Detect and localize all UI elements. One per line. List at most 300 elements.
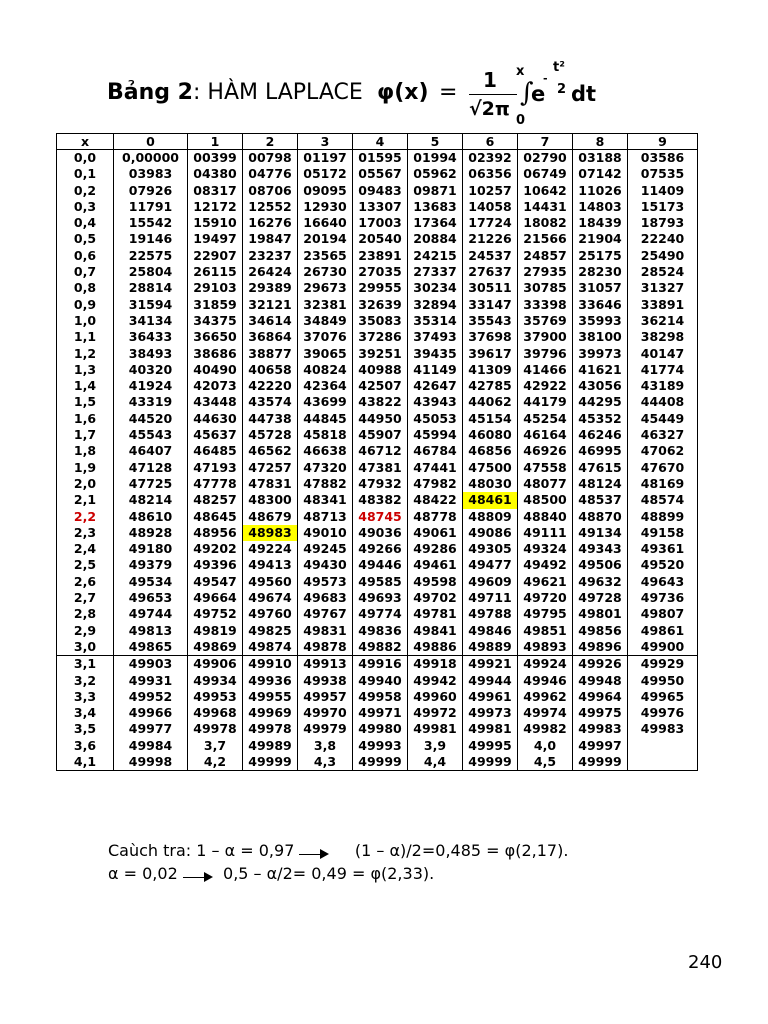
table-cell: 48341 [298, 492, 353, 508]
table-cell: 49621 [518, 574, 573, 590]
table-row [57, 394, 698, 410]
table-cell: 49807 [628, 606, 698, 622]
table-cell: 48300 [243, 492, 298, 508]
table-cell: 33398 [518, 297, 573, 313]
table-cell: 31859 [188, 297, 243, 313]
row-x-label: 1,4 [57, 378, 114, 394]
table-cell: 47882 [298, 476, 353, 492]
table-cell: 18793 [628, 215, 698, 231]
table-cell: 49955 [243, 689, 298, 705]
table-cell: 36864 [243, 329, 298, 345]
row-x-label: 3,1 [57, 656, 114, 673]
row-x-label: 2,0 [57, 476, 114, 492]
table-cell: 05962 [408, 166, 463, 182]
table-cell: 24537 [463, 248, 518, 264]
table-cell: 14431 [518, 199, 573, 215]
table-row [57, 754, 698, 771]
table-cell: 49788 [463, 606, 518, 622]
row-x-label: 3,0 [57, 639, 114, 656]
table-cell: 48537 [573, 492, 628, 508]
table-cell: 49966 [114, 705, 188, 721]
table-cell: 47062 [628, 443, 698, 459]
table-cell: 49825 [243, 623, 298, 639]
table-cell: 49958 [353, 689, 408, 705]
table-cell: 48257 [188, 492, 243, 508]
table-cell: 05567 [353, 166, 408, 182]
table-cell: 3,8 [298, 738, 353, 754]
table-cell: 49180 [114, 541, 188, 557]
table-cell: 49720 [518, 590, 573, 606]
table-row [57, 623, 698, 639]
table-row [57, 378, 698, 394]
table-cell: 42073 [188, 378, 243, 394]
table-cell: 49979 [298, 721, 353, 737]
row-x-label: 3,4 [57, 705, 114, 721]
table-cell: 48870 [573, 509, 628, 525]
row-x-label: 0,2 [57, 183, 114, 199]
laplace-table [56, 133, 698, 771]
table-cell [628, 754, 698, 771]
table-cell: 46712 [353, 443, 408, 459]
table-cell: 49795 [518, 606, 573, 622]
table-cell: 40988 [353, 362, 408, 378]
table-cell: 35769 [518, 313, 573, 329]
table-cell: 22575 [114, 248, 188, 264]
row-x-label: 2,3 [57, 525, 114, 541]
table-cell: 45728 [243, 427, 298, 443]
table-cell: 33891 [628, 297, 698, 313]
table-cell: 07142 [573, 166, 628, 182]
table-cell: 17364 [408, 215, 463, 231]
table-cell: 49940 [353, 673, 408, 689]
table-cell: 49061 [408, 525, 463, 541]
title-equals: = [439, 80, 458, 105]
table-cell: 49846 [463, 623, 518, 639]
table-cell: 36650 [188, 329, 243, 345]
table-cell: 49974 [518, 705, 573, 721]
table-cell: 35083 [353, 313, 408, 329]
table-cell: 02790 [518, 150, 573, 167]
fraction-bar [469, 94, 517, 95]
table-cell: 28230 [573, 264, 628, 280]
table-cell: 49396 [188, 557, 243, 573]
fraction-denominator: √2π [469, 98, 510, 120]
table-cell: 49379 [114, 557, 188, 573]
table-cell: 49970 [298, 705, 353, 721]
table-cell: 49752 [188, 606, 243, 622]
table-cell: 47381 [353, 460, 408, 476]
table-row [57, 264, 698, 280]
table-cell: 47441 [408, 460, 463, 476]
table-cell: 47778 [188, 476, 243, 492]
table-cell: 49324 [518, 541, 573, 557]
table-cell: 38298 [628, 329, 698, 345]
table-cell: 48983 [243, 525, 298, 541]
table-cell: 49978 [243, 721, 298, 737]
table-cell: 37493 [408, 329, 463, 345]
table-cell: 49968 [188, 705, 243, 721]
table-cell: 49632 [573, 574, 628, 590]
table-cell: 32121 [243, 297, 298, 313]
table-cell: 12930 [298, 199, 353, 215]
table-cell: 38100 [573, 329, 628, 345]
table-cell: 22240 [628, 231, 698, 247]
table-cell: 41621 [573, 362, 628, 378]
column-header-5: 4 [353, 134, 408, 150]
integral-sign: ∫ [520, 78, 534, 108]
row-x-label: 0,4 [57, 215, 114, 231]
table-cell: 49893 [518, 639, 573, 656]
table-body [57, 150, 698, 771]
table-cell: 48928 [114, 525, 188, 541]
table-cell: 39065 [298, 346, 353, 362]
table-row [57, 509, 698, 525]
table-cell: 34614 [243, 313, 298, 329]
table-cell: 15910 [188, 215, 243, 231]
table-cell: 37698 [463, 329, 518, 345]
table-row [57, 639, 698, 656]
table-cell: 49965 [628, 689, 698, 705]
table-cell: 27637 [463, 264, 518, 280]
table-cell: 43319 [114, 394, 188, 410]
integral-lower-limit: 0 [516, 113, 526, 128]
table-cell: 47615 [573, 460, 628, 476]
table-cell: 21904 [573, 231, 628, 247]
differential: dt [571, 82, 597, 106]
table-cell: 45352 [573, 411, 628, 427]
table-row [57, 280, 698, 296]
table-cell: 43699 [298, 394, 353, 410]
table-cell: 49224 [243, 541, 298, 557]
table-cell: 49889 [463, 639, 518, 656]
integral-upper-limit: x [516, 64, 525, 79]
table-cell: 13683 [408, 199, 463, 215]
table-cell: 49534 [114, 574, 188, 590]
table-row [57, 411, 698, 427]
page-number: 240 [688, 952, 723, 973]
table-cell: 48077 [518, 476, 573, 492]
exponent-numerator: t² [553, 60, 565, 75]
table-row [57, 492, 698, 508]
table-cell: 46246 [573, 427, 628, 443]
table-cell: 48645 [188, 509, 243, 525]
table-cell: 49643 [628, 574, 698, 590]
table-cell: 43943 [408, 394, 463, 410]
row-x-label: 0,5 [57, 231, 114, 247]
table-cell: 0,00000 [114, 150, 188, 167]
table-cell: 49492 [518, 557, 573, 573]
note1-left: Caùch tra: 1 – α = 0,97 [108, 841, 295, 860]
table-cell: 06356 [463, 166, 518, 182]
table-cell: 04776 [243, 166, 298, 182]
table-cell: 40147 [628, 346, 698, 362]
table-cell: 49921 [463, 656, 518, 673]
table-cell: 40824 [298, 362, 353, 378]
table-cell: 49934 [188, 673, 243, 689]
table-cell: 41309 [463, 362, 518, 378]
table-cell: 49598 [408, 574, 463, 590]
table-cell: 09483 [353, 183, 408, 199]
row-x-label: 1,3 [57, 362, 114, 378]
column-header-10: 9 [628, 134, 698, 150]
table-cell: 34134 [114, 313, 188, 329]
table-cell: 19146 [114, 231, 188, 247]
exponential-base: e [531, 82, 546, 106]
table-cell: 47558 [518, 460, 573, 476]
table-cell: 31594 [114, 297, 188, 313]
title-text [107, 80, 363, 105]
table-cell: 48500 [518, 492, 573, 508]
table-cell: 34375 [188, 313, 243, 329]
table-cell: 37286 [353, 329, 408, 345]
table-cell: 49506 [573, 557, 628, 573]
table-cell: 46784 [408, 443, 463, 459]
table-cell: 49999 [573, 754, 628, 771]
table-cell: 42220 [243, 378, 298, 394]
table-cell: 49946 [518, 673, 573, 689]
exponent-denominator: 2 [557, 82, 567, 97]
table-cell: 4,3 [298, 754, 353, 771]
table-row [57, 525, 698, 541]
row-x-label: 2,4 [57, 541, 114, 557]
table-cell: 49430 [298, 557, 353, 573]
table-cell: 49836 [353, 623, 408, 639]
table-cell: 22907 [188, 248, 243, 264]
table-cell: 01197 [298, 150, 353, 167]
table-cell: 3,6 [57, 738, 114, 754]
table-cell: 49305 [463, 541, 518, 557]
table-cell: 49971 [353, 705, 408, 721]
table-cell: 26424 [243, 264, 298, 280]
table-cell: 14058 [463, 199, 518, 215]
table-cell: 49653 [114, 590, 188, 606]
table-cell: 46080 [463, 427, 518, 443]
table-cell: 28814 [114, 280, 188, 296]
table-cell: 45994 [408, 427, 463, 443]
table-cell: 47670 [628, 460, 698, 476]
table-cell: 00798 [243, 150, 298, 167]
table-cell: 38686 [188, 346, 243, 362]
table-cell: 16640 [298, 215, 353, 231]
column-header-6: 5 [408, 134, 463, 150]
table-cell: 49973 [463, 705, 518, 721]
table-cell: 49962 [518, 689, 573, 705]
table-cell: 39251 [353, 346, 408, 362]
table-cell: 44738 [243, 411, 298, 427]
table-cell: 40320 [114, 362, 188, 378]
table-header-row [57, 134, 698, 150]
table-cell: 03983 [114, 166, 188, 182]
table-cell: 11026 [573, 183, 628, 199]
table-cell: 27337 [408, 264, 463, 280]
row-x-label: 1,7 [57, 427, 114, 443]
table-cell: 42922 [518, 378, 573, 394]
table-cell: 49999 [353, 754, 408, 771]
table-row [57, 476, 698, 492]
table-row [57, 297, 698, 313]
table-cell: 49953 [188, 689, 243, 705]
table-cell: 47500 [463, 460, 518, 476]
table-cell: 49856 [573, 623, 628, 639]
row-x-label: 2,9 [57, 623, 114, 639]
table-cell: 49520 [628, 557, 698, 573]
table-row [57, 150, 698, 167]
table-cell: 47257 [243, 460, 298, 476]
table-cell: 42364 [298, 378, 353, 394]
table-cell: 29673 [298, 280, 353, 296]
table-row [57, 199, 698, 215]
table-cell: 20194 [298, 231, 353, 247]
table-row [57, 346, 698, 362]
table-cell: 49913 [298, 656, 353, 673]
table-cell: 49841 [408, 623, 463, 639]
table-cell: 49585 [353, 574, 408, 590]
table-cell: 09095 [298, 183, 353, 199]
table-cell: 23565 [298, 248, 353, 264]
row-x-label: 2,7 [57, 590, 114, 606]
table-cell: 18082 [518, 215, 573, 231]
table-cell: 17003 [353, 215, 408, 231]
table-cell: 35993 [573, 313, 628, 329]
table-cell: 49910 [243, 656, 298, 673]
row-x-label: 0,6 [57, 248, 114, 264]
table-row [57, 362, 698, 378]
table-cell: 49978 [188, 721, 243, 737]
table-cell: 16276 [243, 215, 298, 231]
table-cell: 49361 [628, 541, 698, 557]
column-header-2: 1 [188, 134, 243, 150]
table-cell: 15173 [628, 199, 698, 215]
table-cell: 44295 [573, 394, 628, 410]
table-cell: 26730 [298, 264, 353, 280]
table-cell: 4,0 [518, 738, 573, 754]
table-row [57, 166, 698, 182]
table-cell: 49999 [243, 754, 298, 771]
table-cell: 49972 [408, 705, 463, 721]
table-cell: 48030 [463, 476, 518, 492]
table-cell: 49865 [114, 639, 188, 656]
table-cell: 49413 [243, 557, 298, 573]
table-cell: 45818 [298, 427, 353, 443]
column-header-0: x [57, 134, 114, 150]
table-cell: 49736 [628, 590, 698, 606]
table-row [57, 460, 698, 476]
arrow-right-icon [299, 847, 329, 857]
table-cell: 48574 [628, 492, 698, 508]
table-cell: 37900 [518, 329, 573, 345]
row-x-label: 2,2 [57, 509, 114, 525]
row-x-label: 1,8 [57, 443, 114, 459]
table-cell: 25175 [573, 248, 628, 264]
table-cell: 24857 [518, 248, 573, 264]
table-cell: 47831 [243, 476, 298, 492]
row-x-label: 2,6 [57, 574, 114, 590]
table-cell: 49343 [573, 541, 628, 557]
table-cell: 10642 [518, 183, 573, 199]
row-x-label: 1,5 [57, 394, 114, 410]
table-cell: 43448 [188, 394, 243, 410]
table-row [57, 215, 698, 231]
table-cell: 48809 [463, 509, 518, 525]
table-cell: 49781 [408, 606, 463, 622]
table-cell: 38493 [114, 346, 188, 362]
table-cell: 12552 [243, 199, 298, 215]
table-cell: 49929 [628, 656, 698, 673]
table-cell: 49245 [298, 541, 353, 557]
table-cell: 49036 [353, 525, 408, 541]
fraction-numerator: 1 [483, 68, 497, 92]
table-cell: 42507 [353, 378, 408, 394]
table-cell: 21566 [518, 231, 573, 247]
table-cell: 49831 [298, 623, 353, 639]
table-cell: 29103 [188, 280, 243, 296]
table-cell: 15542 [114, 215, 188, 231]
table-cell: 45543 [114, 427, 188, 443]
table-row [57, 541, 698, 557]
table-title [107, 58, 707, 128]
table-cell: 46638 [298, 443, 353, 459]
table-cell: 49981 [408, 721, 463, 737]
table-cell: 49560 [243, 574, 298, 590]
table-cell: 11791 [114, 199, 188, 215]
table-cell: 40658 [243, 362, 298, 378]
table-cell: 49998 [114, 754, 188, 771]
table-cell: 06749 [518, 166, 573, 182]
table-cell: 49702 [408, 590, 463, 606]
table-cell: 44520 [114, 411, 188, 427]
column-header-4: 3 [298, 134, 353, 150]
table-cell: 49900 [628, 639, 698, 656]
table-cell: 49286 [408, 541, 463, 557]
table-cell: 45254 [518, 411, 573, 427]
table-cell: 49202 [188, 541, 243, 557]
table-cell: 48778 [408, 509, 463, 525]
table-cell: 49993 [353, 738, 408, 754]
table-cell: 49819 [188, 623, 243, 639]
table-cell: 48679 [243, 509, 298, 525]
row-x-label: 1,6 [57, 411, 114, 427]
table-cell: 49851 [518, 623, 573, 639]
table-cell: 48610 [114, 509, 188, 525]
table-cell: 44179 [518, 394, 573, 410]
table-cell: 49995 [463, 738, 518, 754]
exponent-minus: - [543, 72, 548, 85]
table-cell: 4,1 [57, 754, 114, 771]
table-cell: 43189 [628, 378, 698, 394]
table-cell: 47128 [114, 460, 188, 476]
table-cell: 48382 [353, 492, 408, 508]
column-header-1: 0 [114, 134, 188, 150]
table-cell: 49989 [243, 738, 298, 754]
table-cell: 44408 [628, 394, 698, 410]
table-cell: 49767 [298, 606, 353, 622]
table-cell: 49960 [408, 689, 463, 705]
table-cell: 08706 [243, 183, 298, 199]
table-cell: 49760 [243, 606, 298, 622]
table-cell: 49952 [114, 689, 188, 705]
table-cell: 48124 [573, 476, 628, 492]
table-cell: 49878 [298, 639, 353, 656]
table-cell: 41774 [628, 362, 698, 378]
table-cell: 26115 [188, 264, 243, 280]
usage-note-line-2 [108, 864, 434, 883]
table-row [57, 705, 698, 721]
table-cell: 39435 [408, 346, 463, 362]
table-cell: 45053 [408, 411, 463, 427]
table-cell: 46562 [243, 443, 298, 459]
table-cell: 10257 [463, 183, 518, 199]
table-cell: 08317 [188, 183, 243, 199]
